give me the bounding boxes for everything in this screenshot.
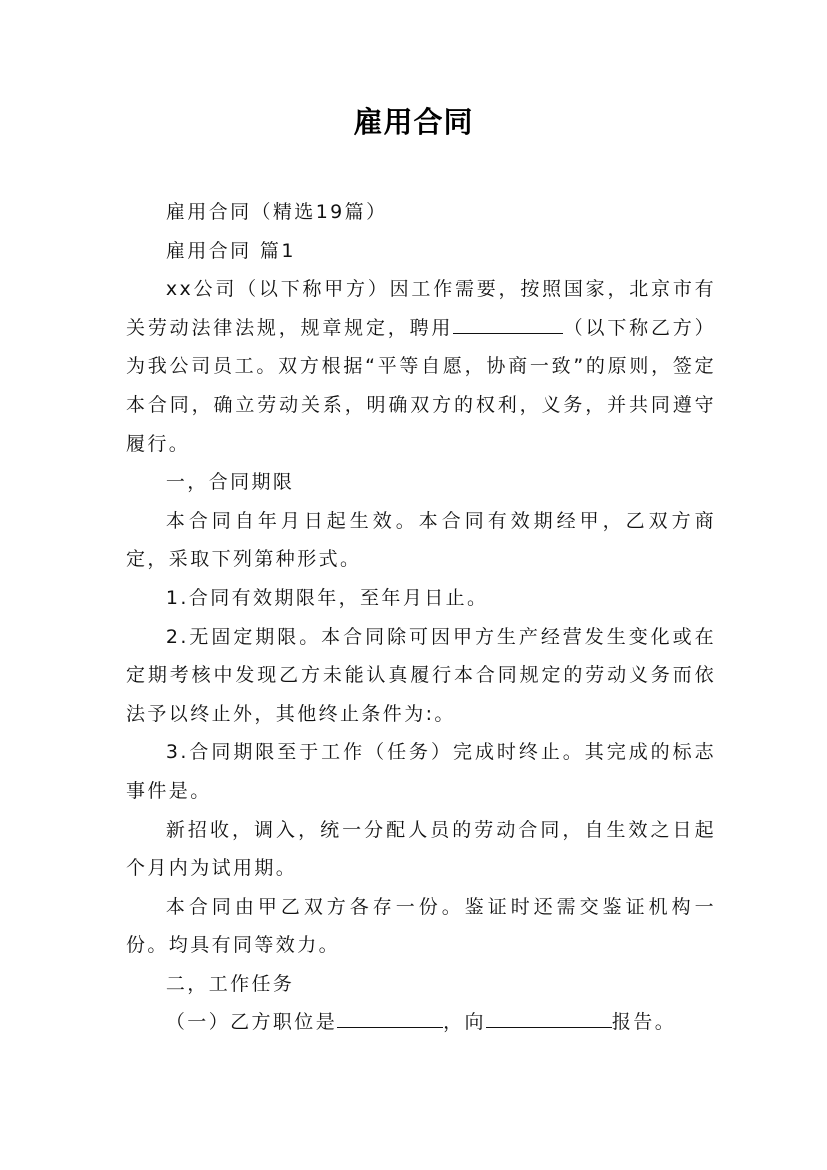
employee-name-blank — [453, 315, 563, 334]
subtitle-paragraph: 雇用合同（精选19篇） — [165, 201, 388, 223]
task-1-text-a: （一）乙方职位是 — [165, 1011, 338, 1034]
report-to-blank — [486, 1009, 612, 1028]
heading-work-task: 二，工作任务 — [165, 972, 295, 995]
term-option-3: 3.合同期限至于工作（任务）完成时终止。其完成的标志事件是。 — [126, 741, 716, 802]
term-option-1: 1.合同有效期限年，至年月日止。 — [165, 586, 489, 609]
position-blank — [337, 1009, 443, 1028]
probation-paragraph: 新招收，调入，统一分配人员的劳动合同，自生效之日起个月内为试用期。 — [126, 818, 716, 880]
intro-paragraph — [126, 270, 716, 463]
intro-text-a: xx公司（以下称甲方）因工作需要，按照国家，北京市有关劳动法律法规，规章规定，聘用 — [126, 278, 716, 339]
task-1-paragraph — [126, 1003, 716, 1042]
term-option-2: 2.无固定期限。本合同除可因甲方生产经营发生变化或在定期考核中发现乙方未能认真履行本合同规定的劳动义务而依法予以终止外，其他终止条件为:。 — [126, 625, 716, 725]
document-body — [126, 193, 716, 1042]
document-title: 雇用合同 — [353, 105, 474, 139]
intro-text-b: （以下称乙方）为我公司员工。双方根据“平等自愿，协商一致”的原则，签定本合同，确立劳动关系，明确双方的权利，义务，并共同遵守履行。 — [126, 316, 716, 455]
term-intro-paragraph: 本合同自年月日起生效。本合同有效期经甲，乙双方商定，采取下列第种形式。 — [126, 509, 716, 571]
task-1-text-b: ，向 — [443, 1011, 486, 1034]
section-heading: 雇用合同 篇1 — [165, 239, 296, 262]
copies-paragraph: 本合同由甲乙双方各存一份。鉴证时还需交鉴证机构一份。均具有同等效力。 — [126, 895, 716, 957]
heading-contract-term: 一，合同期限 — [165, 471, 295, 494]
task-1-text-c: 报告。 — [611, 1011, 677, 1034]
